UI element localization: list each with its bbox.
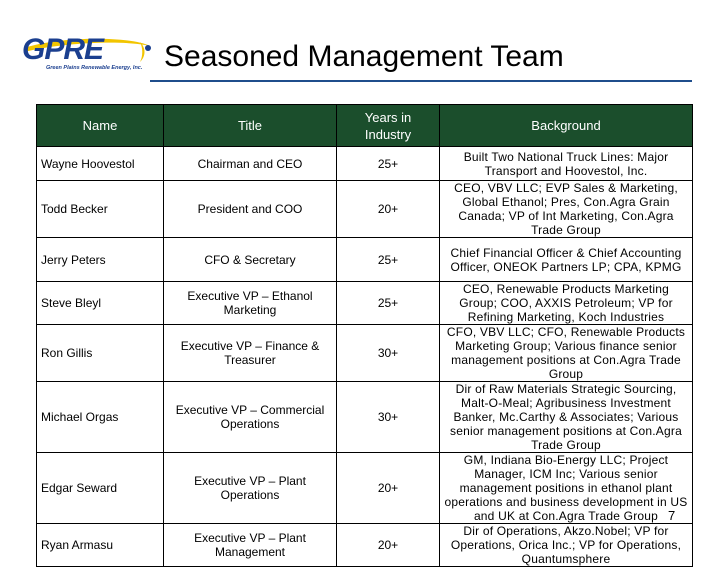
- page-number: 7: [668, 508, 676, 523]
- cell-name: Ron Gillis: [37, 325, 164, 382]
- cell-background: CEO, Renewable Products Marketing Group; COO, AXXIS Petroleum; VP for Refining Marketing, Koch Industries: [440, 282, 693, 325]
- cell-title: President and COO: [164, 181, 337, 238]
- table-row: [37, 325, 693, 382]
- cell-title: Executive VP – Plant Operations: [164, 453, 337, 524]
- table-header-row: [37, 105, 693, 147]
- table-row: [37, 382, 693, 453]
- cell-years: 20+: [337, 453, 440, 524]
- table-row: [37, 282, 693, 325]
- cell-years: 20+: [337, 181, 440, 238]
- cell-title: Executive VP – Finance & Treasurer: [164, 325, 337, 382]
- logo-tagline: Green Plains Renewable Energy, Inc.: [46, 65, 143, 71]
- cell-name: Michael Orgas: [37, 382, 164, 453]
- cell-title: Executive VP – Ethanol Marketing: [164, 282, 337, 325]
- logo-wordmark: GPRE: [22, 33, 104, 66]
- cell-title: Executive VP – Plant Management: [164, 524, 337, 567]
- cell-background: Dir of Raw Materials Strategic Sourcing, Malt-O-Meal; Agribusiness Investment Banker, Mc.Carthy & Associates; Various senior management positions at Con.Agra Trade Group: [440, 382, 693, 453]
- cell-name: Wayne Hoovestol: [37, 147, 164, 181]
- cell-name: Jerry Peters: [37, 238, 164, 282]
- table-row: [37, 238, 693, 282]
- cell-years: 20+: [337, 524, 440, 567]
- cell-background: CEO, VBV LLC; EVP Sales & Marketing, Global Ethanol; Pres, Con.Agra Grain Canada; VP of Int Marketing, Con.Agra Trade Group: [440, 181, 693, 238]
- title-divider: [150, 80, 692, 82]
- cell-title: CFO & Secretary: [164, 238, 337, 282]
- cell-background: Dir of Operations, Akzo.Nobel; VP for Operations, Orica Inc.; VP for Operations, Quantumsphere: [440, 524, 693, 567]
- table-row: [37, 524, 693, 567]
- column-header-years: Years in Industry: [337, 105, 440, 147]
- cell-years: 25+: [337, 238, 440, 282]
- table-row: [37, 147, 693, 181]
- cell-background: Built Two National Truck Lines: Major Transport and Hoovestol, Inc.: [440, 147, 693, 181]
- column-header-name: Name: [37, 105, 164, 147]
- cell-name: Steve Bleyl: [37, 282, 164, 325]
- page-title: Seasoned Management Team: [164, 40, 564, 73]
- column-header-title: Title: [164, 105, 337, 147]
- table-row: [37, 453, 693, 524]
- cell-years: 30+: [337, 382, 440, 453]
- cell-title: Chairman and CEO: [164, 147, 337, 181]
- table-row: [37, 181, 693, 238]
- cell-background: GM, Indiana Bio-Energy LLC; Project Manager, ICM Inc; Various senior management positions in ethanol plant operations and business development in US and UK at Con.Agra Trade Group: [440, 453, 693, 524]
- column-header-background: Background: [440, 105, 693, 147]
- cell-name: Ryan Armasu: [37, 524, 164, 567]
- company-logo: [20, 34, 160, 78]
- cell-years: 25+: [337, 282, 440, 325]
- cell-background: CFO, VBV LLC; CFO, Renewable Products Marketing Group; Various finance senior management positions at Con.Agra Trade Group: [440, 325, 693, 382]
- cell-name: Todd Becker: [37, 181, 164, 238]
- cell-years: 25+: [337, 147, 440, 181]
- cell-name: Edgar Seward: [37, 453, 164, 524]
- cell-background: Chief Financial Officer & Chief Accounting Officer, ONEOK Partners LP; CPA, KPMG: [440, 238, 693, 282]
- cell-title: Executive VP – Commercial Operations: [164, 382, 337, 453]
- cell-years: 30+: [337, 325, 440, 382]
- management-table: [36, 104, 693, 567]
